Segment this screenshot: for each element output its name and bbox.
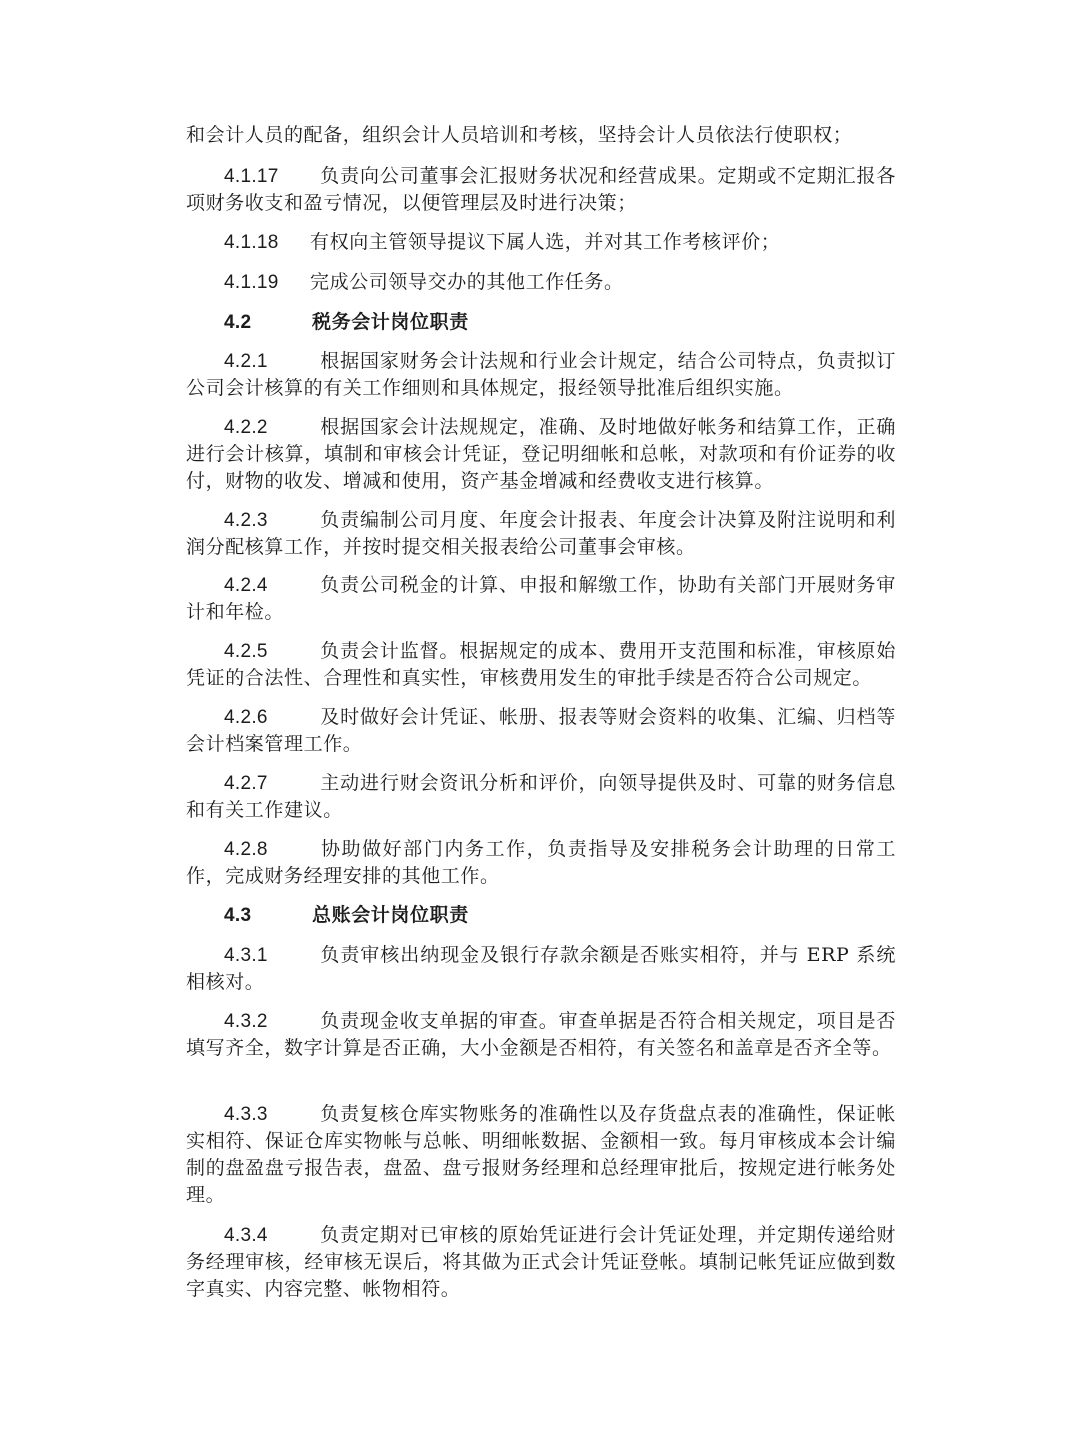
paragraph-text: 根据国家会计法规规定，准确、及时地做好帐务和结算工作，正确进行会计核算，填制和审核会计凭证，登记明细帐和总帐，对款项和有价证券的收付，财物的收发、增减和使用，资产基金增减和经费收支进行核算。: [186, 416, 896, 492]
clause-number: 4.2.7: [224, 773, 268, 794]
paragraph-4-3-4: [186, 1222, 896, 1303]
section-title: 总账会计岗位职责: [312, 904, 469, 926]
clause-number: 4.2.6: [224, 707, 268, 728]
paragraph-4-2-5: [186, 638, 896, 692]
paragraph-4-2-4: [186, 572, 896, 626]
paragraph-text: 负责定期对已审核的原始凭证进行会计凭证处理，并定期传递给财务经理审核，经审核无误后，将其做为正式会计凭证登帐。填制记帐凭证应做到数字真实、内容完整、帐物相符。: [186, 1224, 896, 1300]
paragraph-text: 负责审核出纳现金及银行存款余额是否账实相符，并与 ERP 系统相核对。: [186, 944, 896, 993]
paragraph-4-3-3: [186, 1101, 896, 1209]
paragraph-text: 有权向主管领导提议下属人选，并对其工作考核评价；: [310, 231, 781, 253]
clause-number: 4.3.4: [224, 1225, 268, 1246]
paragraph-text: 和会计人员的配备，组织会计人员培训和考核，坚持会计人员依法行使职权；: [186, 124, 853, 146]
paragraph-text: 主动进行财会资讯分析和评价，向领导提供及时、可靠的财务信息和有关工作建议。: [186, 772, 896, 821]
clause-number: 4.1.19: [224, 272, 279, 293]
clause-number: 4.3.2: [224, 1011, 268, 1032]
section-number: 4.3: [224, 905, 252, 926]
paragraph-text: 负责复核仓库实物账务的准确性以及存货盘点表的准确性，保证帐实相符、保证仓库实物帐与总帐、明细帐数据、金额相一致。每月审核成本会计编制的盘盈盘亏报告表，盘盈、盘亏报财务经理和总经理审批后，按规定进行帐务处理。: [186, 1103, 896, 1206]
paragraph-text: 完成公司领导交办的其他工作任务。: [310, 271, 624, 293]
paragraph-continuation: [186, 122, 896, 149]
clause-number: 4.2.1: [224, 351, 268, 372]
paragraph-text: 根据国家财务会计法规和行业会计规定，结合公司特点，负责拟订公司会计核算的有关工作细则和具体规定，报经领导批准后组织实施。: [186, 350, 896, 399]
clause-number: 4.2.4: [224, 575, 268, 596]
paragraph-4-1-19: [186, 269, 896, 296]
paragraph-text: 负责向公司董事会汇报财务状况和经营成果。定期或不定期汇报各项财务收支和盈亏情况，以便管理层及时进行决策；: [186, 165, 896, 214]
paragraph-text: 协助做好部门内务工作，负责指导及安排税务会计助理的日常工作，完成财务经理安排的其他工作。: [186, 838, 896, 887]
clause-number: 4.2.2: [224, 417, 268, 438]
section-heading-4-2: [186, 309, 896, 336]
section-title: 税务会计岗位职责: [312, 311, 469, 333]
paragraph-4-2-8: [186, 836, 896, 890]
clause-number: 4.2.5: [224, 641, 268, 662]
clause-number: 4.2.3: [224, 510, 268, 531]
paragraph-text: 负责公司税金的计算、申报和解缴工作，协助有关部门开展财务审计和年检。: [186, 574, 896, 623]
clause-number: 4.3.1: [224, 945, 268, 966]
paragraph-text: 及时做好会计凭证、帐册、报表等财会资料的收集、汇编、归档等会计档案管理工作。: [186, 706, 896, 755]
paragraph-4-2-7: [186, 770, 896, 824]
paragraph-4-1-17: [186, 163, 896, 217]
paragraph-4-1-18: [186, 229, 896, 256]
paragraph-4-2-2: [186, 414, 896, 495]
section-number: 4.2: [224, 312, 252, 333]
clause-number: 4.1.17: [224, 166, 279, 187]
paragraph-4-2-6: [186, 704, 896, 758]
paragraph-4-2-1: [186, 348, 896, 402]
paragraph-4-2-3: [186, 507, 896, 561]
paragraph-text: 负责现金收支单据的审查。审查单据是否符合相关规定，项目是否填写齐全，数字计算是否正确，大小金额是否相符，有关签名和盖章是否齐全等。: [186, 1010, 896, 1059]
clause-number: 4.3.3: [224, 1104, 268, 1125]
paragraph-text: 负责编制公司月度、年度会计报表、年度会计决算及附注说明和利润分配核算工作，并按时提交相关报表给公司董事会审核。: [186, 509, 896, 558]
paragraph-text: 负责会计监督。根据规定的成本、费用开支范围和标准，审核原始凭证的合法性、合理性和真实性，审核费用发生的审批手续是否符合公司规定。: [186, 640, 896, 689]
paragraph-4-3-2: [186, 1008, 896, 1062]
section-heading-4-3: [186, 902, 896, 929]
clause-number: 4.1.18: [224, 232, 279, 253]
paragraph-4-3-1: [186, 942, 896, 996]
clause-number: 4.2.8: [224, 839, 268, 860]
